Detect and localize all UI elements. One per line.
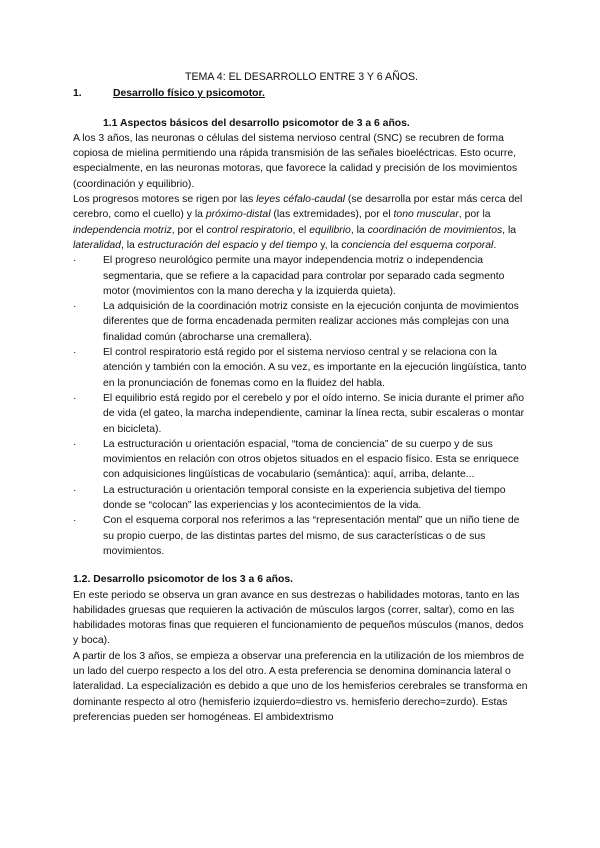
bullet-icon: · (73, 392, 77, 404)
list-item: · La adquisición de la coordinación motriz consiste en la ejecución conjunta de movimientos diferentes que de forma encadenada permiten realizar acciones más complejas con una finalidad común (abrocharse una cremallera). (73, 301, 519, 343)
bullet-icon: · (73, 255, 77, 267)
list-item: · El progreso neurológico permite una mayor independencia motriz o independencia segmentaria, que se refiere a la capacidad para controlar por separado cada segmento motor (movimientos con la mano derecha y la izquierda quieta). (73, 255, 505, 297)
list-item: · Con el esquema corporal nos referimos a las “representación mental” que un niño tiene de su propio cuerpo, de las distintas partes del mismo, de sus características o de sus movimientos. (73, 515, 520, 557)
list-item: · La estructuración u orientación espacial, “toma de conciencia” de su cuerpo y de sus movimientos en relación con otros objetos situados en el espacio físico. Esta se enriquece con adquisiciones lingüísticas de vocabulario (semántica): aquí, arriba, delante... (73, 438, 519, 481)
list-item: · La estructuración u orientación temporal consiste en la experiencia subjetiva del tiempo donde se “colocan” las experiencias y los acontecimientos de la vida. (73, 484, 506, 512)
subsection-heading-1-1: 1.1 Aspectos básicos del desarrollo psicomotor de 3 a 6 años. (103, 117, 410, 129)
section-title: Desarrollo físico y psicomotor. (113, 88, 265, 100)
bullet-icon: · (73, 438, 77, 450)
bullet-icon: · (73, 301, 77, 313)
bullet-icon: · (73, 347, 77, 359)
paragraph-myelin: A los 3 años, las neuronas o células del sistema nervioso central (SNC) se recubren de forma copiosa de mielina permitiendo una rápida transmisión de las señales bioeléctricas. Esto ocurre, especialmente, en las neuronas motoras, que favorece la calidad y precisión de los movimientos (coordinación y equilibrio). (73, 132, 518, 190)
document-title: TEMA 4: EL DESARROLLO ENTRE 3 Y 6 AÑOS. (185, 71, 418, 83)
paragraph-laterality: A partir de los 3 años, se empieza a observar una preferencia en la utilización de los miembros de un lado del cuerpo respecto a los del otro. A esta preferencia se denomina dominancia lateral o lateralidad. La especialización es debido a que uno de los hemisferios cerebrales se transforma en dominante respecto al otro (hemisferio izquierdo=diestro vs. hemisferio derecho=zurdo). Estas preferencias pueden ser homogéneas. El ambidextrismo (73, 650, 528, 723)
bullet-list (73, 253, 530, 559)
paragraph-motor-skills: En este periodo se observa un gran avance en sus destrezas o habilidades motoras, tanto en las habilidades gruesas que requieren la activación de músculos largos (correr, saltar), como en las habilidades motoras finas que requieren el funcionamiento de pequeños músculos (manos, dedos y boca). (73, 589, 524, 647)
section-number: 1. (73, 88, 82, 100)
list-item: · El control respiratorio está regido por el sistema nervioso central y se relaciona con la atención y también con la emoción. A su vez, es importante en la ejecución lingüística, tanto en la pronunciación de fonemas como en la fluidez del habla. (73, 347, 527, 389)
list-item: · El equilibrio está regido por el cerebelo y por el oído interno. Se inicia durante el primer año de vida (el gateo, la marcha independiente, caminar la línea recta, subir escaleras o montar en bicicleta). (73, 392, 525, 435)
bullet-icon: · (73, 484, 77, 496)
section-heading-1 (73, 86, 530, 101)
subsection-heading-1-2: 1.2. Desarrollo psicomotor de los 3 a 6 años. (73, 574, 294, 586)
paragraph-motor-laws: Los progresos motores se rigen por las leyes céfalo-caudal (se desarrolla por estar más cerca del cerebro, como el cuello) y la próximo-distal (las extremidades), por el tono muscular, por la independencia motriz, por el control respiratorio, el equilibrio, la coordinación de movimientos, la lateralidad, la estructuración del espacio y del tiempo y, la conciencia del esquema corporal. (73, 194, 523, 251)
bullet-icon: · (73, 515, 77, 527)
